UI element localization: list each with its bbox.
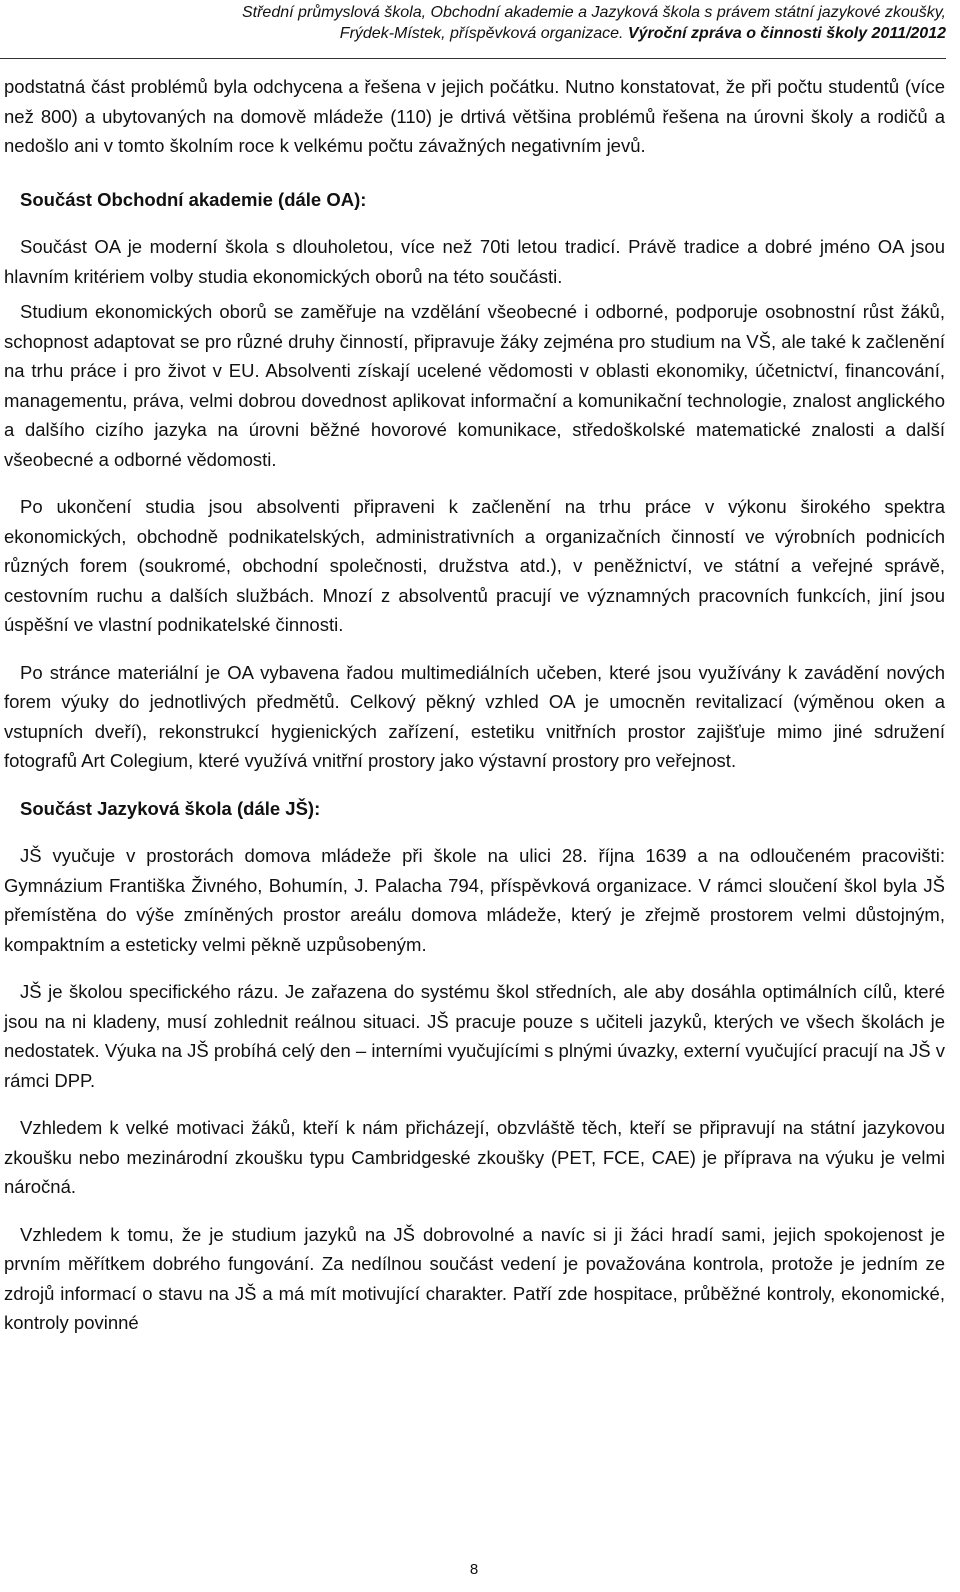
paragraph-js-specificky-raz: JŠ je školou specifického rázu. Je zařazena do systému škol středních, ale aby dosáhla optimálních cílů, které jsou na ni kladeny, musí zohlednit reálnou situaci. JŠ pracuje pouze s učiteli jazyků, kterých ve všech školách je nedostatek. Výuka na JŠ probíhá celý den – interními vyučujícími s plnými úvazky, externí vyučující pracují na JŠ v rámci DPP.	[4, 981, 945, 1091]
paragraph-problems: podstatná část problémů byla odchycena a řešena v jejich počátku. Nutno konstatovat, že při počtu studentů (více než 800) a ubytovaných na domově mládeže (110) je drtivá většina problémů řešena na úrovni školy a rodičů a nedošlo ani v tomto školním roce k velkému počtu závažných negativním jevů.	[4, 76, 945, 156]
document-body	[4, 72, 945, 1338]
heading-obchodni-akademie: Součást Obchodní akademie (dále OA):	[20, 188, 367, 210]
header-line-2	[0, 23, 946, 44]
heading-jazykova-skola: Součást Jazyková škola (dále JŠ):	[20, 797, 321, 819]
paragraph-oa-studium: Studium ekonomických oborů se zaměřuje na vzdělání všeobecné i odborné, podporuje osobnostní růst žáků, schopnost adaptovat se pro různé druhy činností, připravuje žáky zejména pro studium na VŠ, ale také k začlenění na trhu práce i pro život v EU. Absolventi získají ucelené vědomosti v oblasti ekonomiky, účetnictví, financování, managementu, práva, velmi dobrou dovednost aplikovat informační a komunikační technologie, znalost anglického a dalšího cizího jazyka na úrovni běžné hovorové komunikace, středoškolské matematické znalosti a další všeobecné a odborné vědomosti.	[4, 301, 945, 470]
header-line-1: Střední průmyslová škola, Obchodní akademie a Jazyková škola s právem státní jazykové zkoušky,	[241, 4, 946, 21]
page-header	[0, 0, 946, 59]
paragraph-oa-intro: Součást OA je moderní škola s dlouholetou, více než 70ti letou tradicí. Právě tradice a dobré jméno OA jsou hlavním kritériem volby studia ekonomických oborů na této součásti.	[4, 236, 945, 287]
paragraph-oa-absolventi: Po ukončení studia jsou absolventi připraveni k začlenění na trhu práce v výkonu širokého spektra ekonomických, obchodně podnikatelských, administrativních a organizačních činností ve výrobních podnicích různých forem (soukromé, obchodní společnosti, družstva atd.), v peněžnictví, ve státní a veřejné správě, cestovním ruchu a dalších službách. Mnozí z absolventů pracují ve významných pracovních funkcích, jiní jsou úspěšní ve vlastní podnikatelské činnosti.	[4, 496, 945, 635]
header-organization: Frýdek-Místek, příspěvková organizace.	[339, 25, 624, 42]
paragraph-oa-vybaveni: Po stránce materiální je OA vybavena řadou multimediálních učeben, které jsou využívány k zavádění nových forem výuky do jednotlivých předmětů. Celkový pěkný vzhled OA je umocněn revitalizací (výměnou oken a vstupních dveří), rekonstrukcí hygienických zařízení, estetiku vnitřních prostor zajišťuje mimo jiné sdružení fotografů Art Colegium, které využívá vnitřní prostory jako výstavní prostory pro veřejnost.	[4, 661, 945, 771]
paragraph-js-kontrola: Vzhledem k tomu, že je studium jazyků na JŠ dobrovolné a navíc si ji žáci hradí sami, jejich spokojenost je prvním měřítkem dobrého fungování. Za nedílnou součást vedení je považována kontrola, protože je jedním ze zdrojů informací o stavu na JŠ a má mít motivující charakter. Patří zde hospitace, průběžné kontroly, ekonomické, kontroly povinné	[4, 1223, 945, 1333]
header-report-title: Výroční zpráva o činnosti školy 2011/2012	[627, 25, 946, 42]
paragraph-js-prostory: JŠ vyučuje v prostorách domova mládeže při škole na ulici 28. října 1639 a na odloučeném pracovišti: Gymnázium Františka Živného, Bohumín, J. Palacha 794, příspěvková organizace. V rámci sloučení škol byla JŠ přemístěna do výše zmíněných prostor areálu domova mládeže, který je zřejmě prostorem velmi důstojným, kompaktním a esteticky velmi pěkně uzpůsobeným.	[4, 845, 945, 955]
page-number: 8	[469, 1561, 479, 1578]
paragraph-js-motivace: Vzhledem k velké motivaci žáků, kteří k nám přicházejí, obzvláště těch, kteří se připravují na státní jazykovou zkoušku nebo mezinárodní zkoušku typu Cambridgeské zkoušky (PET, FCE, CAE) je příprava na výuku je velmi náročná.	[4, 1117, 945, 1197]
